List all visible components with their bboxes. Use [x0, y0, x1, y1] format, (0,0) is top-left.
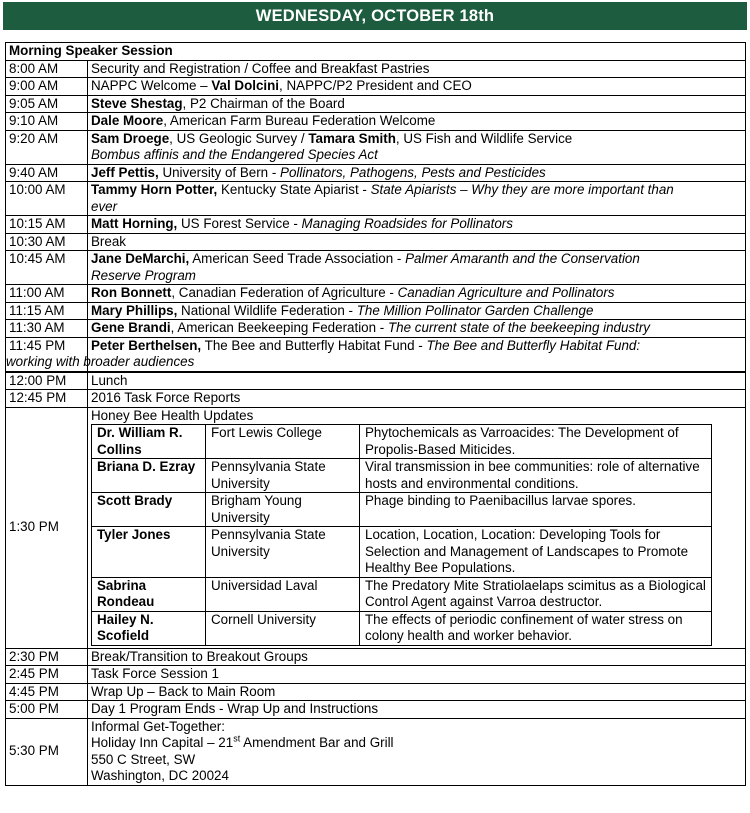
event-cell	[88, 60, 746, 78]
time-cell: 10:45 AM	[6, 251, 88, 285]
event-text: , P2 Chairman of the Board	[182, 95, 345, 111]
speaker-name: Matt Horning,	[91, 216, 178, 231]
schedule-row	[6, 701, 746, 719]
time-cell: 5:30 PM	[6, 718, 88, 785]
talk-title: The Bee and Butterfly Habitat Fund:	[426, 337, 641, 353]
event-text: American Seed Trade Association -	[189, 251, 406, 266]
schedule-row	[6, 233, 746, 251]
presenter-institution: Cornell University	[206, 611, 360, 645]
time-cell: 12:45 PM	[6, 390, 88, 408]
event-cell	[88, 164, 746, 182]
schedule-table	[5, 42, 746, 786]
event-text: National Wildlife Federation -	[177, 302, 357, 318]
venue-line: Informal Get-Together:	[91, 718, 225, 734]
event-cell	[88, 233, 746, 251]
event-text: , NAPPC/P2 President and CEO	[279, 78, 472, 93]
event-cell: Wrap Up – Back to Main Room	[88, 683, 746, 701]
presenter-table	[91, 424, 712, 646]
schedule-row	[6, 718, 746, 785]
presenter-name: Hailey N. Scofield	[92, 611, 206, 645]
speaker-name: Mary Phillips,	[91, 302, 178, 318]
presenter-institution: Pennsylvania State University	[206, 459, 360, 493]
schedule-row	[6, 216, 746, 234]
time-cell: 2:45 PM	[6, 666, 88, 684]
time-cell: 11:30 AM	[6, 320, 88, 338]
schedule-row	[6, 95, 746, 113]
time-cell: 1:30 PM	[6, 407, 88, 648]
time-cell: 9:10 AM	[6, 113, 88, 131]
presentation-topic: Phytochemicals as Varroacides: The Development of Propolis-Based Miticides.	[360, 425, 712, 459]
presenter-row	[92, 425, 712, 459]
speaker-name: Tammy Horn Potter,	[91, 182, 218, 197]
time-cell: 2:30 PM	[6, 648, 88, 666]
schedule-row	[6, 60, 746, 78]
schedule-row	[6, 164, 746, 182]
time-cell: 8:00 AM	[6, 60, 88, 78]
talk-title: Pollinators, Pathogens, Pests and Pesticides	[280, 164, 546, 180]
schedule-row	[6, 130, 746, 164]
event-text: University of Bern -	[158, 164, 281, 180]
event-text: NAPPC Welcome –	[91, 78, 212, 93]
talk-title: Managing Roadsides for Pollinators	[301, 216, 513, 231]
presenter-row	[92, 527, 712, 578]
event-cell	[88, 285, 746, 303]
day-banner: WEDNESDAY, OCTOBER 18th	[3, 2, 747, 30]
talk-title: Palmer Amaranth and the Conservation	[405, 251, 640, 266]
presenter-institution: Brigham Young University	[206, 493, 360, 527]
address-line: Washington, DC 20024	[91, 768, 229, 783]
time-cell: 9:20 AM	[6, 130, 88, 164]
event-text: Break	[91, 233, 126, 249]
schedule-row	[6, 320, 746, 338]
event-text: Security and Registration / Coffee and Breakfast Pastries	[91, 60, 430, 76]
event-cell	[88, 95, 746, 113]
presenter-institution: Pennsylvania State University	[206, 527, 360, 578]
event-text: , American Beekeeping Federation -	[170, 320, 388, 335]
speaker-name: Val Dolcini	[211, 78, 280, 93]
event-text: , American Farm Bureau Federation Welcome	[163, 113, 436, 128]
section-title: Morning Speaker Session	[6, 43, 746, 61]
schedule-row	[6, 285, 746, 303]
speaker-name: Jeff Pettis,	[91, 164, 159, 180]
speaker-name: Jane DeMarchi,	[91, 251, 190, 266]
event-text: , US Fish and Wildlife Service	[395, 130, 573, 146]
talk-title: Bombus affinis and the Endangered Species Act	[91, 147, 378, 162]
presenter-name: Dr. William R. Collins	[92, 425, 206, 459]
presenter-row	[92, 577, 712, 611]
event-cell	[88, 78, 746, 96]
presentation-topic: Phage binding to Paenibacillus larvae spores.	[360, 493, 712, 527]
talk-title: The Million Pollinator Garden Challenge	[356, 302, 594, 318]
talk-title: ever	[91, 198, 118, 214]
time-cell: 4:45 PM	[6, 683, 88, 701]
talk-title: Reserve Program	[91, 267, 196, 283]
time-cell: 9:40 AM	[6, 164, 88, 182]
schedule-row	[6, 182, 746, 216]
speaker-name: Gene Brandi	[91, 320, 171, 335]
speaker-name: Sam Droege	[91, 130, 170, 146]
venue-line: Holiday Inn Capital – 21st Amendment Bar and Grill	[91, 733, 394, 750]
time-cell: 11:45 PM	[6, 337, 88, 372]
presentation-topic: The Predatory Mite Stratiolaelaps scimitus as a Biological Control Agent against Varroa destructor.	[360, 577, 712, 611]
address-line: 550 C Street, SW	[91, 751, 196, 767]
presenter-row	[92, 493, 712, 527]
time-cell: 5:00 PM	[6, 701, 88, 719]
presentation-topic: The effects of periodic confinement of water stress on colony health and worker behavior.	[360, 611, 712, 645]
schedule-row	[6, 683, 746, 701]
honey-bee-title: Honey Bee Health Updates	[91, 407, 254, 423]
event-cell	[88, 251, 746, 285]
event-cell	[88, 407, 746, 648]
event-cell: Task Force Session 1	[88, 666, 746, 684]
presentation-topic: Viral transmission in bee communities: role of alternative hosts and environmental conditions.	[360, 459, 712, 493]
presenter-name: Scott Brady	[92, 493, 206, 527]
speaker-name: Peter Berthelsen,	[91, 337, 202, 353]
schedule-row	[6, 113, 746, 131]
honey-bee-row	[6, 407, 746, 648]
schedule-row	[6, 666, 746, 684]
event-text: US Forest Service -	[177, 216, 302, 231]
event-cell: Break/Transition to Breakout Groups	[88, 648, 746, 666]
presenter-institution: Universidad Laval	[206, 577, 360, 611]
time-cell: 9:00 AM	[6, 78, 88, 96]
event-cell	[88, 182, 746, 216]
time-cell: 10:15 AM	[6, 216, 88, 234]
presenter-name: Sabrina Rondeau	[92, 577, 206, 611]
section-header-row	[6, 43, 746, 61]
presenter-name: Tyler Jones	[92, 527, 206, 578]
event-cell	[88, 113, 746, 131]
speaker-name: Dale Moore	[91, 113, 164, 128]
event-cell: Day 1 Program Ends - Wrap Up and Instructions	[88, 701, 746, 719]
talk-title: State Apiarists – Why they are more important than	[370, 182, 674, 197]
event-cell	[88, 718, 746, 785]
schedule-row	[6, 390, 746, 408]
presentation-topic: Location, Location, Location: Developing Tools for Selection and Management of Landscapes to Promote Healthy Bee Populations.	[360, 527, 712, 578]
event-cell	[88, 216, 746, 234]
event-text: The Bee and Butterfly Habitat Fund -	[201, 337, 427, 353]
event-cell: 2016 Task Force Reports	[88, 390, 746, 408]
presenter-name: Briana D. Ezray	[92, 459, 206, 493]
time-cell: 12:00 PM	[6, 372, 88, 390]
schedule-row	[6, 372, 746, 390]
talk-title: working with broader audiences	[6, 354, 195, 369]
time-cell: 11:00 AM	[6, 285, 88, 303]
event-cell	[88, 302, 746, 320]
presenter-row	[92, 459, 712, 493]
presenter-row	[92, 611, 712, 645]
schedule-row	[6, 302, 746, 320]
time-cell: 10:00 AM	[6, 182, 88, 216]
event-cell	[88, 320, 746, 338]
event-text: , US Geologic Survey /	[169, 130, 309, 146]
event-cell	[88, 130, 746, 164]
schedule-row	[6, 337, 746, 372]
presenter-institution: Fort Lewis College	[206, 425, 360, 459]
speaker-name: Steve Shestag	[91, 95, 183, 111]
talk-title: The current state of the beekeeping industry	[387, 320, 651, 335]
event-text: Kentucky State Apiarist -	[217, 182, 371, 197]
speaker-name: Tamara Smith	[308, 130, 396, 146]
schedule-row	[6, 251, 746, 285]
time-cell: 9:05 AM	[6, 95, 88, 113]
time-cell: 11:15 AM	[6, 302, 88, 320]
time-cell: 10:30 AM	[6, 233, 88, 251]
schedule-row	[6, 648, 746, 666]
event-text: , Canadian Federation of Agriculture -	[171, 285, 398, 300]
schedule-row	[6, 78, 746, 96]
speaker-name: Ron Bonnett	[91, 285, 172, 300]
event-cell: Lunch	[88, 372, 746, 390]
talk-title: Canadian Agriculture and Pollinators	[397, 285, 615, 300]
